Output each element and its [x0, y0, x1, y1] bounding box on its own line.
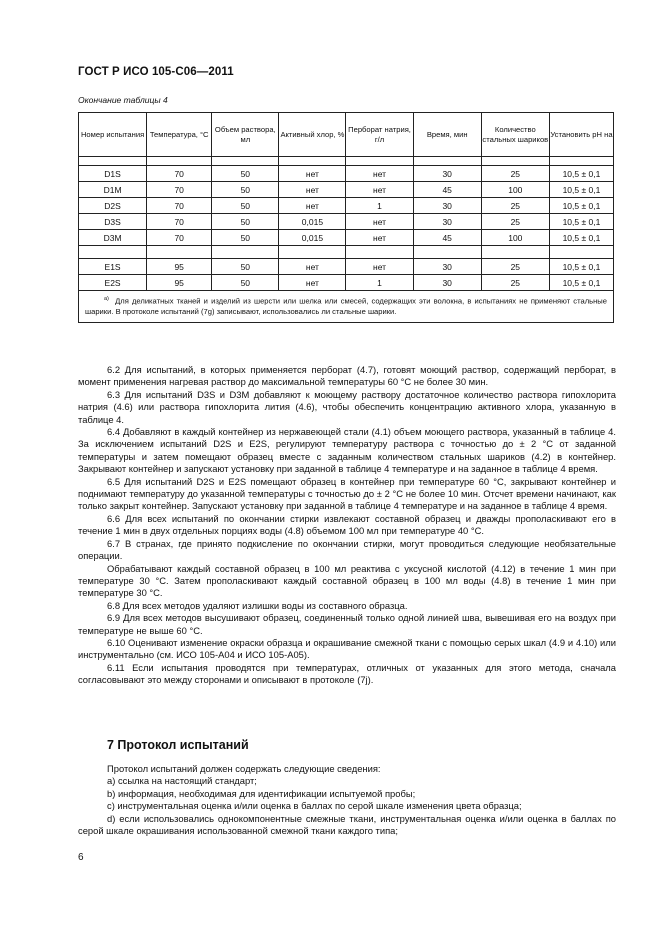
paragraph: 6.11 Если испытания проводятся при температурах, отличных от указанных для этого метода, сначала согласовывают это между сторонами и описывают в протоколе (7j).: [78, 661, 616, 686]
table-cell: 50: [212, 259, 279, 275]
table-cell: нет: [279, 182, 346, 198]
table-footnote: [79, 291, 614, 323]
table-cell: 10,5 ± 0,1: [549, 275, 613, 291]
paragraph: 6.6 Для всех испытаний по окончании стирки извлекают составной образец и дважды прополаскивают его в течение 1 мин в двух отдельных порциях воды (4.8) объемом 100 мл при температуре 40 °С.: [78, 512, 616, 537]
column-header: Активный хлор, %: [279, 113, 346, 157]
table-cell: E2S: [79, 275, 147, 291]
table-cell: 30: [413, 198, 481, 214]
table-row: [79, 214, 614, 230]
table-cell: D1S: [79, 166, 147, 182]
table-cell: D2S: [79, 198, 147, 214]
table-cell: нет: [279, 198, 346, 214]
table-cell: 10,5 ± 0,1: [549, 230, 613, 246]
procedure-text: [78, 364, 616, 687]
table-cell: 30: [413, 214, 481, 230]
table-cell: 95: [147, 259, 212, 275]
page-number: 6: [78, 852, 84, 863]
table-cell: нет: [279, 166, 346, 182]
table-cell: 10,5 ± 0,1: [549, 214, 613, 230]
table-cell: 1: [346, 275, 413, 291]
table-cell: 50: [212, 166, 279, 182]
table-cell: 100: [481, 230, 549, 246]
table-cell: нет: [279, 259, 346, 275]
table-cell: 25: [481, 166, 549, 182]
report-requirements: [78, 763, 616, 837]
list-item: b) информация, необходимая для идентификации испытуемой пробы;: [107, 787, 416, 799]
table-cell: 10,5 ± 0,1: [549, 259, 613, 275]
paragraph: Протокол испытаний должен содержать следующие сведения:: [107, 763, 381, 774]
paragraph: 6.8 Для всех методов удаляют излишки воды из составного образца.: [107, 599, 408, 611]
table-cell: 25: [481, 198, 549, 214]
list-item: a) ссылка на настоящий стандарт;: [107, 775, 257, 787]
column-header: Объем раствора, мл: [212, 113, 279, 157]
table-cell: 1: [346, 198, 413, 214]
table-cell: 95: [147, 275, 212, 291]
table-cell: 70: [147, 182, 212, 198]
list-item: c) инструментальная оценка и/или оценка в баллах по серой шкале изменения цвета образца;: [107, 800, 522, 812]
paragraph: 6.5 Для испытаний D2S и E2S помещают образец в контейнер при температуре 60 °С, закрывают контейнер и поднимают температуру до указанной температуры с точностью до ± 2 °С не более 10 мин. Отсчет времени начинают, как только закрыт контейнер. Запускают установку при заданной в таблице 4 температуре и на заданное в таблице 4 время.: [78, 475, 616, 512]
table-row: [79, 182, 614, 198]
footnote-row: [79, 291, 614, 323]
paragraph: 6.4 Добавляют в каждый контейнер из нержавеющей стали (4.1) объем моющего раствора, указанный в таблице 4. За исключением испытаний D2S и E2S, регулируют температуру раствора с точностью до ± 2 °С от заданной температуры и затем помещают образец вместе с заданным количеством стальных шариков (4.2) в контейнер. Закрывают контейнер и запускают установку при заданной в таблице 4 температуре и на заданное в таблице 4 время.: [78, 426, 616, 475]
table-cell: нет: [346, 182, 413, 198]
paragraph: 6.3 Для испытаний D3S и D3M добавляют к моющему раствору достаточное количество раствора гипохлорита натрия (4.6) или раствора гипохлорита лития (4.6), чтобы обеспечить концентрацию активного хлора, указанную в таблице 4.: [78, 388, 616, 425]
table-cell: нет: [346, 230, 413, 246]
table-cell: 45: [413, 230, 481, 246]
paragraph: 6.7 В странах, где принято подкисление по окончании стирки, могут проводиться следующие необязательные операции.: [78, 537, 616, 562]
spacer-row: [79, 157, 614, 166]
table-cell: 50: [212, 275, 279, 291]
table-cell: 70: [147, 166, 212, 182]
paragraph: 6.10 Оценивают изменение окраски образца и окрашивание смежной ткани с помощью серых шкал (4.9 и 4.10) или инструментально (см. ИСО 105-А04 и ИСО 105-А05).: [78, 636, 616, 661]
table-cell: 50: [212, 198, 279, 214]
table-cell: нет: [346, 214, 413, 230]
table-cell: 10,5 ± 0,1: [549, 198, 613, 214]
table-cell: D3M: [79, 230, 147, 246]
table-row: [79, 230, 614, 246]
table-cell: нет: [279, 275, 346, 291]
spacer-row: [79, 246, 614, 259]
section-heading: 7 Протокол испытаний: [107, 738, 249, 752]
column-header: Количество стальных шариков: [481, 113, 549, 157]
column-header: Номер испытания: [79, 113, 147, 157]
table-row: [79, 198, 614, 214]
table-cell: 50: [212, 182, 279, 198]
table-cell: E1S: [79, 259, 147, 275]
table-cell: 0,015: [279, 214, 346, 230]
table-cell: 30: [413, 259, 481, 275]
column-header: Температура, °С: [147, 113, 212, 157]
table-cell: D3S: [79, 214, 147, 230]
table-cell: 50: [212, 214, 279, 230]
table-header-row: [79, 113, 614, 157]
table-cell: 100: [481, 182, 549, 198]
table-cell: 25: [481, 259, 549, 275]
paragraph: Обрабатывают каждый составной образец в 100 мл реактива с уксусной кислотой (4.12) в течение 1 мин при температуре 30 °С. Затем прополаскивают каждый составной образец в 100 мл воды (4.8) в течение 1 мин при температуре 30 °С.: [78, 562, 616, 599]
document-header: ГОСТ Р ИСО 105-С06—2011: [78, 66, 234, 78]
footnote-text: Для деликатных тканей и изделий из шерсти или шелка или смесей, содержащих эти волокна, в испытаниях не применяют стальные шарики. В протоколе испытаний (7g) записывают, использовались ли стальные шарики.: [85, 296, 607, 317]
table-cell: 70: [147, 230, 212, 246]
footnote-mark: а): [103, 296, 109, 302]
column-header: Перборат натрия, г/л: [346, 113, 413, 157]
paragraph: 6.2 Для испытаний, в которых применяется перборат (4.7), готовят моющий раствор, содержащий перборат, в момент применения нагревая раствор до максимальной температуры 60 °С не более 30 мин.: [78, 364, 616, 388]
column-header: Время, мин: [413, 113, 481, 157]
table-cell: нет: [346, 259, 413, 275]
table-row: [79, 259, 614, 275]
test-conditions-table: [78, 112, 614, 323]
table-row: [79, 166, 614, 182]
table-cell: 10,5 ± 0,1: [549, 166, 613, 182]
table-caption: Окончание таблицы 4: [78, 95, 168, 105]
table-cell: 45: [413, 182, 481, 198]
table-cell: D1M: [79, 182, 147, 198]
table-cell: нет: [346, 166, 413, 182]
table-cell: 25: [481, 275, 549, 291]
table-cell: 30: [413, 166, 481, 182]
table-row: [79, 275, 614, 291]
table-cell: 30: [413, 275, 481, 291]
column-header: Установить pH на: [549, 113, 613, 157]
table-cell: 70: [147, 214, 212, 230]
table-cell: 50: [212, 230, 279, 246]
list-item: d) если использовались однокомпонентные смежные ткани, инструментальная оценка и/или оценка в баллах по серой шкале окрашивания использованной смежной ткани каждого типа;: [78, 812, 616, 837]
paragraph: 6.9 Для всех методов высушивают образец, соединенный только одной линией шва, вывешивая его на воздух при температуре не выше 60 °С.: [78, 612, 616, 636]
table-cell: 0,015: [279, 230, 346, 246]
table-cell: 70: [147, 198, 212, 214]
table-cell: 25: [481, 214, 549, 230]
table-cell: 10,5 ± 0,1: [549, 182, 613, 198]
